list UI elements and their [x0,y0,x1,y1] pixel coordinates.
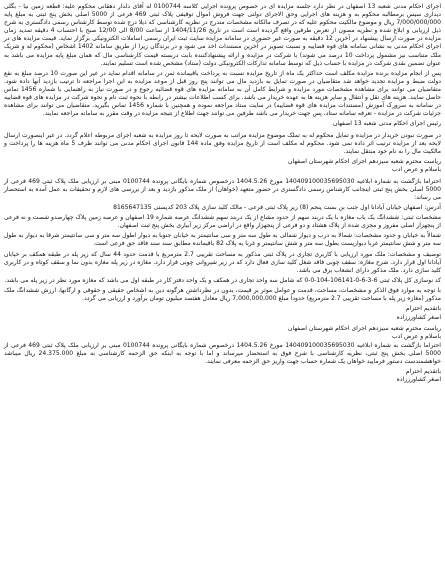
supplementary-paragraph: احتراما بازگشت به شماره ابلاغیه 140409100035695030 مورخ 1404.5.26 درخصوص شماره بایگانی پرونده 0100744 مبنی بر ارزیابی ملک پلاک ثبتی 469 فرعی از 5000 اصلی بخش پنج ثبتی، نظریه کارشناسی با شرح فوق به استحضار میرساند و اما با توجه به اینکه حق الزحمه کارشناسی به مبلغ 24.375.000 ریال میباشد خواهشمندست دستور فرمایید خواهان یک شماره حساب جهت واریز حق الزحمه معرفی نمایند. [4,341,441,365]
expert-name: اصغر کشاورززاده [396,376,441,384]
closing-line: باتقدیم احترام [405,305,441,313]
notice-signature: رئیس اجرای احکام مدنی شعبه 13 اصفهان [332,120,441,128]
greeting-line: باسلام و عرض ادب [392,333,441,341]
expert-name: اصغر کشاورززاده [396,313,441,321]
report-valuation: با توجه به موارد فوق الذکر و مشخصات، مساحت، قدمت و عوامل موثر بر قیمت، بدون در نظرداشتن هرگونه دین به اشخاص حقیقی و حقوقی و ارگانها، ارزش ششدانگ ملک مذکور (مغازه زیر پله با مساحت تقریبی 2.7 مترمربع) حدوداً مبلغ 7,000,000,000 ریال معادل هفتصد میلیون تومان برآورد و ارزیابی می گردد. [4,286,441,303]
addressee-line: ریاست محترم شعبه سیزدهم اجرای احکام شهرستان اصفهان [288,158,441,165]
clause-paragraph: در صورت نبودن خریدار در مزایده و تمایل محکوم له به تملک موضوع مزایده مراتب به صورت لایحه تا روز مزایده به شعبه اجرای مربوطه اعلام گردد. در غیر اینصورت ارسال لایحه بعد از مزایده ترتیب اثر داده نمی شود. محکوم له مکلف است از تاریخ مزایده وفق ماده 144 قانون اجرای احکام مدنی می توانند ظرف 5 ماه هزینه ها را پرداخت و مالکیت مال را به نام خود منتقل نمایند. [4,131,442,155]
greeting-line: باسلام و عرض ادب [392,166,441,174]
supplementary-report [4,325,441,385]
addressee-line: ریاست محترم شعبه سیزدهم اجرای احکام شهرستان اصفهان [288,324,441,332]
report-address: آدرس: اصفهان خیابان آیادانا اول جنب بن بست پنجم (8) زیر پلاک ثبتی فرعی - مالک کلید سازی پلاک 203 کدپستی 8165647135 [113,204,441,212]
closing-line: باتقدیم احترام [405,368,441,376]
notice-paragraph: پس از انجام مزایده برنده مزایده مکلف است حداکثر یک ماه از تاریخ مزایده نسبت به پرداخت باقیمانده ثمن در سامانه اقدام نماید در غیر این صورت 10 درصد مبلغ به نفع دولت ضبط و مزایده تجدید خواهد شد متقاضیان در صورت تمایل به بازدید مال می توانند پنج روز قبل از موعد مزایده به این اجرا مراجعه تا ترتیب بازدید آنها داده شود. متقاضیان می توانند برای مشاهده مشخصات مورد مزایده و شرایط کامل آن به سامانه مزایده های قوه قضائیه رجوع و در صورت نیاز به راهنمایی با شماره 1456 تماس حاصل نمایند. هزینه های نقل و انتقال و سایر هزینه ها به عهده خریدار می باشد. برای کسب اطلاعات بیشتر در رابطه با نحوه ثبت نام و نحوه شرکت در مزایده های قوه قضاییه در سامانه به سرورک آموزش (مستندات مزایده های قوه قضاییه) در سایت ستاد مراجعه نموده و همچنین با شماره 1456 تماس بگیرید. متقاضیان می توانند برای مشاهده جزئیات شرکت در مزایده - تعرفه سامانه ستاد، پس جهت خریدار می باشد طرفین می توانند جهت اطلاع از نتیجه مزایده در وقت مقرر به سامانه مراجعه نمایند. [4,69,442,118]
auction-notice [4,3,441,129]
notice-paragraph: اجرای احکام مدنی شعبه 13 اصفهان در نظر دارد جلسه مزایده ای در خصوص پرونده اجرایی کلاسه 0100744 له آقای دلدار دهقانی محکوم علیه: قطعه زمین نیا - بگلی دیداری سیس برمطالبه محکوم به و هزینه های اجرایی وحق الاجرای دولتی جهت فروش اموال توقیفی پلاک ثبتی 469 فرعی از 5000 اصلی بخش پنج ثبتی به مبلغ پایه 7/000/000/000 ریال و موضوع مالکیت محکوم علیه که در تصرف مالکانه مشخصات مندرج در نظریه کارشناسی که ذیلا درج شده توسط کارشناس رسمی دادگستری به شرح ذیل ارزیابی و ابلاغ شده و نظریه مصون از تعرض طرفین واقع گردیده است است در تاریخ 1404/11/26 از ساعت 8/00 الی 12/00 صبح با احتساب 4 دقیقه تمدید زمان مزایده در صورت ارسال پیشنهاد در آخرین 12 دقیقه به صورت غیر حضوری در سامانه مزایده سایت ثبت ایران رسمی اساملات الکترونیکی برگزار نماید. قیمت مزایده های در اجرای احکام مدنی به نشانی سامانه های قوه قضاییه و نسبت تصویر در آخرین مستندات اخذ می شود و در برندگان زیرا از طریق سامانه 1402 اشخاص (محکوم له و شریک ملک متناسب نیز مشمول پرداخت 10 درصد می شوند) یا شرکت در مزایده و ارائه پیشنهادکننده بابت دربسته قیمت کارشناسی مال که همان مبلغ پایه مزایده می باشد به عنوان تضمین نقدی شرکت در مزایده با حساب ذیل که توسط سامانه تدارکات الکترونیکی دولت (ستاد) مشخص شده است تسلیم نمایند. [4,3,442,67]
report-registry-details: مشخصات ثبتی: ششدانگ یک باب مغازه با یک دربند سهم از حدود مشاع از یک دربند سهم ششدانگ عرصه شماره 19 اصفهان و عرصه زمین پلاک چهارصدو شصت و نه فرعی از پنجهزار اصلی مفروز و مجزی شده از پلاک هشتاد و دو فرعی از پنجهزار واقع در اراضی مرکز زیر آبیاری بخش پنج ثبت اصفهان. [4,214,441,230]
expert-report [4,178,441,322]
report-renewal-code: کد نوسازی کل پلاک ثبتی 6-3-6-0-106141-104-0-0 که شامل سه واحد تجاری در همکف و یک واحد دفتر کار در طبقه اول می باشد که مغازه مورد نظر در زیر پله می باشد. [4,276,441,284]
acquisition-clause [4,132,441,175]
report-paragraph: احتراما بازگشت به شماره ابلاغیه 140409100035695030 مورخ 1404.5.26 درخصوص شماره بایگانی پرونده 0100744 مبنی بر ارزیابی ملک پلاک ثبتی 469 فرعی از 5000 اصلی بخش پنج ثبتی اینجانب کارشناس رسمی دادگستری در حضور متعهد (خواهان) از ملک مذکور بازدید و بعد از بررسی های لازم و تحقیقات به عمل آمده به استحضار می رساند: [4,177,441,201]
report-description: توصیف و مشخصات: ملک مورد ارزیابی با کاربری تجاری در پلاک ثبتی مذکور به مساحت تقریبی 2.7 مترمربع با قدمت حدود 44 سال که زیر پله در طبقه همکف بر خیابان آیادانا اول قرار دارد. شرح مغازه: سقف چوبی فاقد شغل کلید سازی فعال دارد که در زیر شیروانی چوبی قرار دارد. مغازه در زیر پله مغازه بدون نما و سقف کوتاه و در کاربری کلید سازی دارد. ملک مذکور دارای انشعاب برق می باشد. [4,250,441,274]
report-boundaries: شمالاً به خیابان و حدود مشخصات: شمالا به درب و دیوار شمالی به طول سه متر و سی سانتیمتر به خیابان جنوبا به دیوار اطول سه متر و سی سانتیمتر شرقا به دیوار به طول سه متر و شش سانتیمتر غربا دیواریست بطول سه متر و شش سانتیمتر و غربا به پلاک 82 باقیمانده مطابق سند سند فاقد حق فرعی است. [4,232,441,248]
